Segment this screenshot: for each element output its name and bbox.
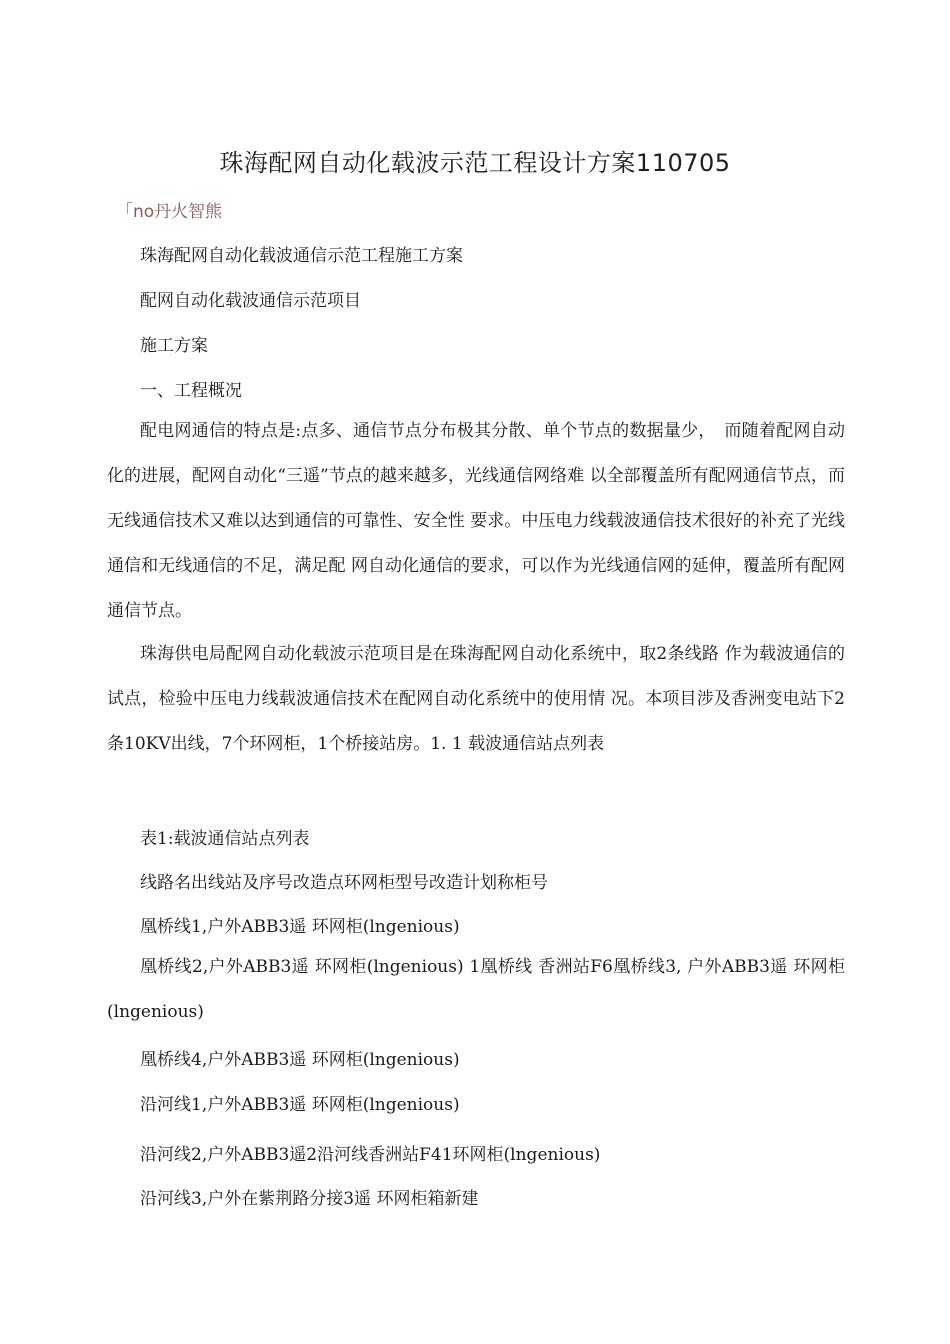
table-row: 凰桥线2,户外ABB3遥 环网柜(lngenious) 1凰桥线 香洲站F6凰桥线3, 户外ABB3遥 环网柜(lngenious) bbox=[107, 957, 845, 1022]
table-header: 线路名出线站及序号改造点环网柜型号改造计划称柜号 bbox=[140, 873, 548, 893]
table-row: 沿河线2,户外ABB3遥2沿河线香洲站F41环网柜(lngenious) bbox=[140, 1145, 601, 1165]
heading-plan: 施工方案 bbox=[140, 336, 208, 356]
paragraph-project-description: 珠海供电局配网自动化载波示范项目是在珠海配网自动化系统中，取2条线路 作为载波通信的试点，检验中压电力线载波通信技术在配网自动化系统中的使用情 况。本项目涉及香洲变电站下2条10KV出线，7个环网柜，1个桥接站房。1. 1 载波通信站点列表 bbox=[107, 644, 845, 754]
table-row: 沿河线3,户外在紫荆路分接3遥 环网柜箱新建 bbox=[140, 1189, 479, 1209]
document-title: 珠海配网自动化载波示范工程设计方案110705 bbox=[219, 149, 731, 177]
table-row: 凰桥线1,户外ABB3遥 环网柜(lngenious) bbox=[140, 917, 460, 937]
heading-project: 配网自动化载波通信示范项目 bbox=[140, 291, 361, 311]
brand-logo-text: 「no丹火智熊 bbox=[116, 202, 223, 222]
table-row: 凰桥线4,户外ABB3遥 环网柜(lngenious) bbox=[140, 1050, 460, 1070]
section-heading-overview: 一、工程概况 bbox=[140, 381, 242, 401]
table-row: 沿河线1,户外ABB3遥 环网柜(lngenious) bbox=[140, 1095, 460, 1115]
heading-construction-plan: 珠海配网自动化载波通信示范工程施工方案 bbox=[140, 246, 463, 266]
paragraph-network-characteristics: 配电网通信的特点是:点多、通信节点分布极其分散、单个节点的数据量少， 而随着配网自动化的进展，配网自动化“三遥”节点的越来越多，光线通信网络难 以全部覆盖所有配网通信节点，而无线通信技术又难以达到通信的可靠性、安全性 要求。中压电力线载波通信技术很好的补充了光线通信和无线通信的不足，满足配 网自动化通信的要求，可以作为光线通信网的延伸，覆盖所有配网通信节点。 bbox=[107, 421, 845, 621]
table-caption: 表1:载波通信站点列表 bbox=[140, 829, 310, 849]
